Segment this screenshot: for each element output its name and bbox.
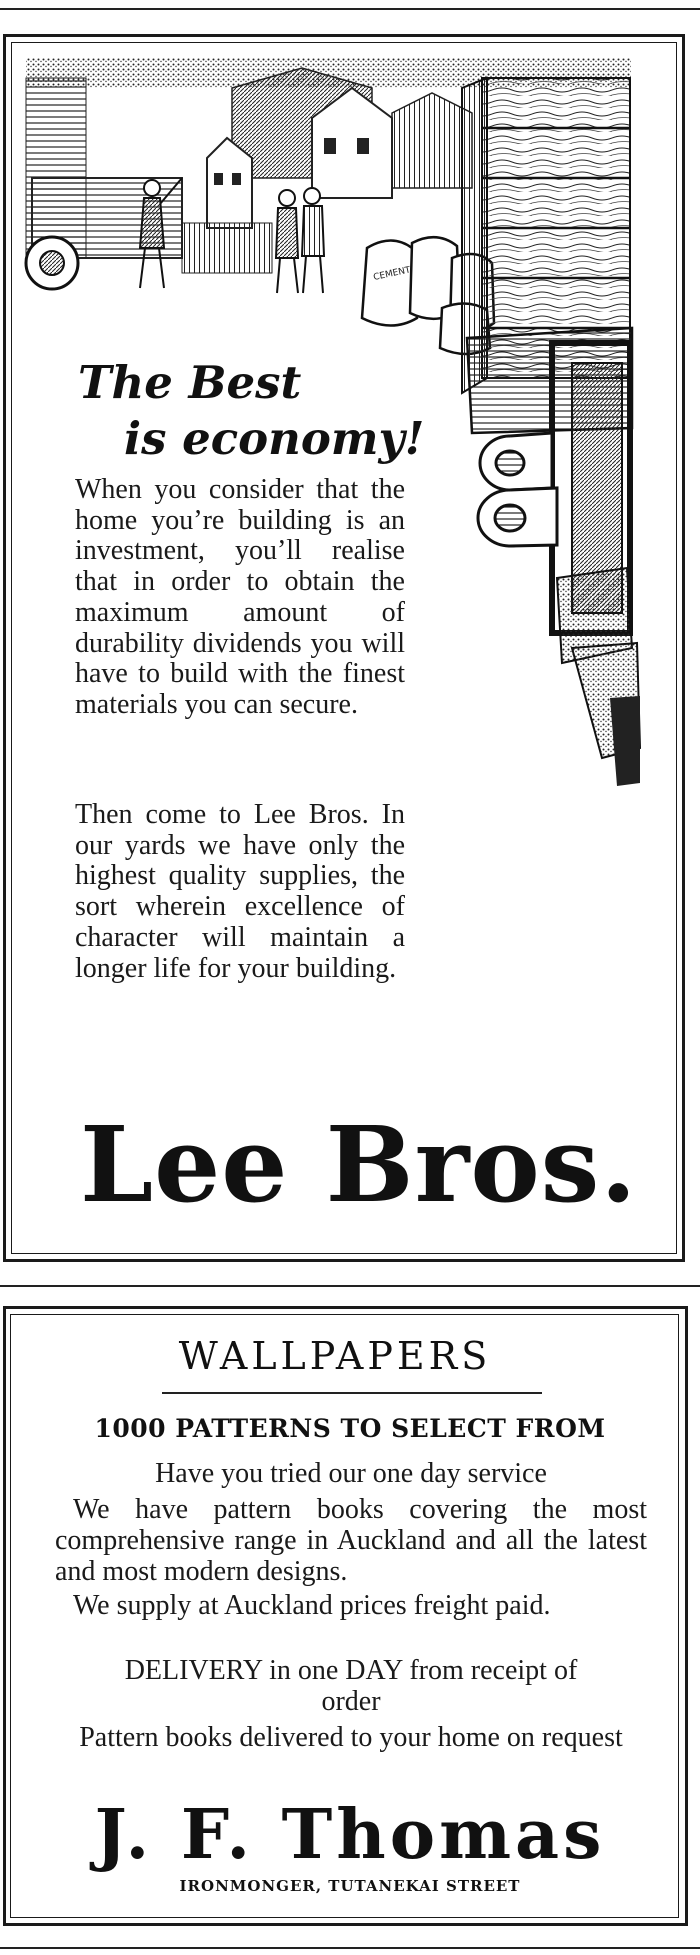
headline-line-1: The Best <box>78 356 302 409</box>
body-paragraph-1: When you consider that the home you’re building is an investment, you’ll realise that in order to obtain the maximum amount of durability dividends you will have to build with the finest materials you can secure. <box>75 474 405 720</box>
address-line: IRONMONGER, TUTANEKAI STREET <box>179 1877 521 1895</box>
top-rule <box>0 8 700 10</box>
delivered-to-home-line: Pattern books delivered to your home on request <box>79 1722 623 1753</box>
auckland-prices-paragraph: We supply at Auckland prices freight paid. <box>73 1590 551 1621</box>
lee-bros-brand: Lee Bros. <box>80 1103 638 1226</box>
title-underline <box>162 1392 542 1394</box>
delivery-line: DELIVERY in one DAY from receipt of order <box>124 1655 578 1717</box>
bottom-rule <box>0 1947 700 1949</box>
patterns-subtitle: 1000 PATTERNS TO SELECT FROM <box>94 1414 606 1443</box>
one-day-service-line: Have you tried our one day service <box>155 1458 547 1489</box>
wallpapers-title: WALLPAPERS <box>178 1334 492 1378</box>
jf-thomas-brand: J. F. Thomas <box>94 1795 606 1875</box>
middle-rule <box>0 1285 700 1287</box>
pattern-books-paragraph: We have pattern books covering the most comprehensive range in Auckland and all the latest and most modern designs. <box>55 1494 647 1587</box>
headline <box>78 355 438 467</box>
headline-line-2: is economy! <box>124 412 425 465</box>
body-paragraph-2: Then come to Lee Bros. In our yards we have only the highest quality supplies, the sort wherein excellence of character will maintain a longer life for your building. <box>75 799 405 984</box>
cement-sack-label: CEMENT <box>372 265 412 283</box>
